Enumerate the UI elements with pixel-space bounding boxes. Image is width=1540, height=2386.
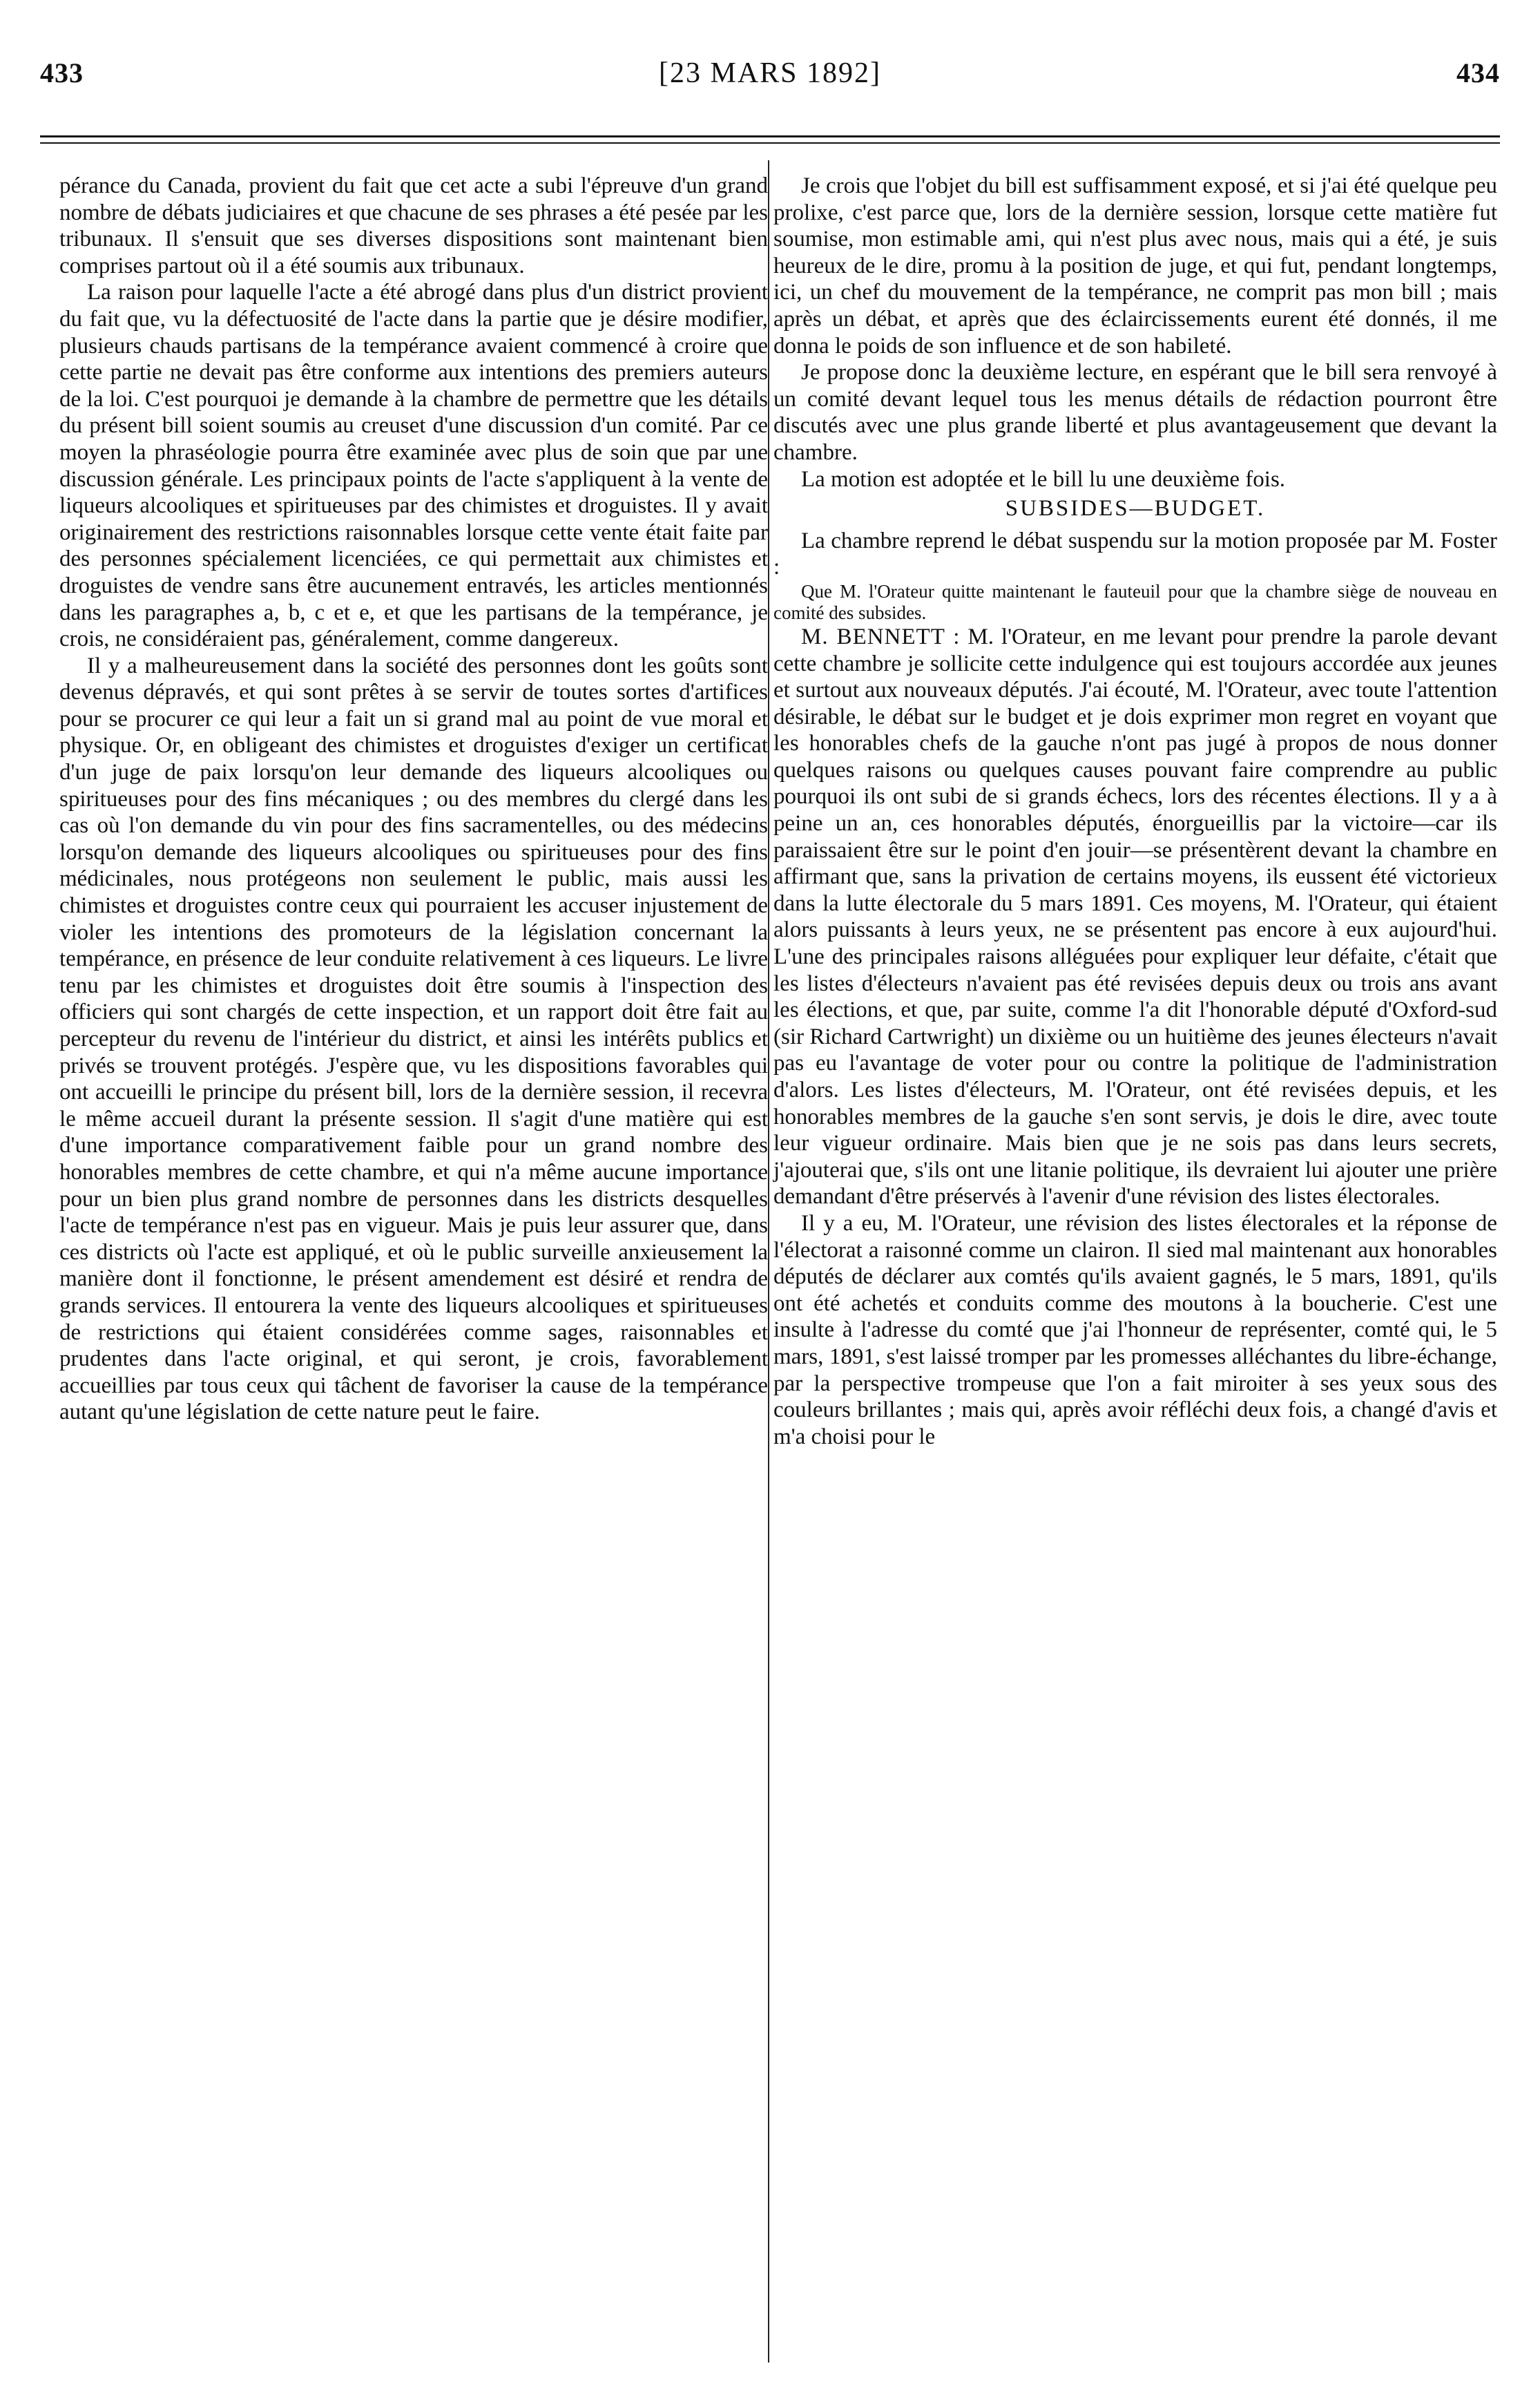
paragraph: La motion est adoptée et le bill lu une deuxième fois. <box>801 466 1286 492</box>
page-number-right: 434 <box>1456 57 1500 88</box>
header-date: [23 MARS 1892] <box>658 57 882 89</box>
page-header <box>40 57 1500 105</box>
header-rule-top <box>40 135 1500 137</box>
paragraph: La chambre reprend le débat suspendu sur la motion proposée par M. Foster : <box>773 528 1497 580</box>
header-rule-bottom <box>40 142 1500 144</box>
paragraph: Il y a malheureusement dans la société des personnes dont les goûts sont devenus dépravés, et qui sont prêtes à se servir de toutes sortes d'artifices pour se procurer ce qui leur a fait un si grand mal au point de vue moral et physique. Or, en obligeant des chimistes et droguistes d'exiger un certificat d'un juge de paix lorsqu'on leur demande des liqueurs alcooliques ou spiritueuses pour des fins mécaniques ; ou des membres du clergé dans les cas où l'on demande du vin pour des fins sacramentelles, ou des médecins lorsqu'on demande des liqueurs alcooliques ou spiritueuses pour des fins médicinales, nous protégeons non seulement le public, mais aussi les chimistes et droguistes contre ceux qui pourraient les accuser injustement de violer les intentions des promoteurs de la législation concernant la tempérance, en présence de leur conduite relativement à ces liqueurs. Le livre tenu par les chimistes et droguistes doit être soumis à l'inspection des officiers qui sont chargés de cette inspection, et un rapport doit être fait au percepteur du revenu de l'intérieur du district, et ainsi les intérêts publics et privés se trouvent protégés. J'espère que, vu les dispositions favorables qui ont accueilli le principe du présent bill, lors de la dernière session, il recevra le même accueil durant la présente session. Il s'agit d'une matière qui est d'une importance comparativement faible pour un grand nombre des honorables membres de cette chambre, et qui n'a même aucune importance pour un bien plus grand nombre de personnes dans les districts desquelles l'acte de tempérance n'est pas en vigueur. Mais je puis leur assurer que, dans ces districts où l'acte est appliqué, et où le public surveille anxieusement la manière dont il fonctionne, le présent amendement est désiré et rendra de grands services. Il entourera la vente des liqueurs alcooliques et spiritueuses de restrictions qui étaient considérées comme sages, raisonnables et prudentes dans l'acte original, et qui seront, je crois, favorablement accueillies par tous ceux qui tâchent de favoriser la cause de la tempérance autant qu'une législation de cette nature peut le faire. <box>59 653 768 1425</box>
column-divider <box>768 160 769 2363</box>
paragraph: Il y a eu, M. l'Orateur, une révision des listes électorales et la réponse de l'électorat a raisonné comme un clairon. Il sied mal maintenant aux honorables députés de déclarer aux comtés qu'ils avaient gagnés, le 5 mars, 1891, qu'ils ont été achetés et conduits comme des moutons à la boucherie. C'est une insulte à l'adresse du comté que j'ai l'honneur de représenter, comté qui, le 5 mars, 1891, s'est laissé tromper par les promesses alléchantes du libre-échange, par la perspective trompeuse que l'on a fait miroiter à ses yeux sous des couleurs brillantes ; mais qui, après avoir réfléchi deux fois, a changé d'avis et m'a choisi pour le <box>773 1210 1497 1449</box>
paragraph: La raison pour laquelle l'acte a été abrogé dans plus d'un district provient du fait que, vu la défectuosité de l'acte dans la partie que je désire modifier, plusieurs chauds partisans de la tempérance avaient commencé à croire que cette partie ne devait pas être conforme aux intentions des premiers auteurs de la loi. C'est pourquoi je demande à la chambre de permettre que les détails du présent bill soient soumis au creuset d'une discussion d'un comité. Par ce moyen la phraséologie pourra être examinée avec plus de soin que par une discussion générale. Les principaux points de l'acte s'appliquent à la vente de liqueurs alcooliques et spiritueuses par des chimistes et droguistes. Il y avait originairement des restrictions raisonnables lorsque cette vente était faite par des personnes spécialement licenciées, ce qui permettait aux chimistes et droguistes de vendre sans être aucunement entravés, les articles mentionnés dans les paragraphes a, b, c et e, et que les partisans de la tempérance, je crois, ne considéraient pas, généralement, comme dangereux. <box>59 280 768 652</box>
motion-note: Que M. l'Orateur quitte maintenant le fauteuil pour que la chambre siège de nouveau en comité des subsides. <box>773 580 1497 623</box>
page-number-left: 433 <box>40 57 84 88</box>
section-heading: SUBSIDES—BUDGET. <box>1005 496 1266 522</box>
speaker-name: M. BENNETT : <box>801 624 961 649</box>
paragraph: pérance du Canada, provient du fait que cet acte a subi l'épreuve d'un grand nombre de débats judiciaires et que chacune de ses phrases a été pesée par les tribunaux. Il s'ensuit que ses diverses dispositions sont maintenant bien comprises partout où il a été soumis aux tribunaux. <box>59 173 768 278</box>
paragraph: Je propose donc la deuxième lecture, en espérant que le bill sera renvoyé à un comité devant lequel tous les menus détails de rédaction pourront être discutés avec une plus grande liberté et plus avantageusement que devant la chambre. <box>773 360 1497 465</box>
left-column <box>59 173 768 1426</box>
right-column <box>773 173 1497 1450</box>
paragraph: Je crois que l'objet du bill est suffisamment exposé, et si j'ai été quelque peu prolixe, c'est parce que, lors de la dernière session, lorsque cette matière fut soumise, mon estimable ami, qui n'est plus avec nous, mais qui a été, je suis heureux de le dire, promu à la position de juge, et qui fut, pendant longtemps, ici, un chef du mouvement de la tempérance, ne comprit pas mon bill ; mais après un débat, et après que des éclaircissements eurent été donnés, il me donna le poids de son influence et de son habileté. <box>773 173 1497 359</box>
speech-text: M. l'Orateur, en me levant pour prendre la parole devant cette chambre je sollicite cette indulgence qui est toujours accordée aux jeunes et surtout aux nouveaux députés. J'ai écouté, M. l'Orateur, avec toute l'attention désirable, le débat sur le budget et je dois exprimer mon regret en voyant que les honorables chefs de la gauche n'ont pas jugé à propos de nous donner quelques raisons ou quelques causes pouvant faire comprendre au public pourquoi ils ont subi de si grands échecs, lors des récentes élections. Il y a à peine un an, ces honorables députés, énorgueillis par la victoire—car ils paraissaient être sur le point d'en jouir—se présentèrent devant la chambre en affirmant que, sans la privation de certains moyens, ils eussent été victorieux dans la lutte électorale du 5 mars 1891. Ces moyens, M. l'Orateur, qui étaient alors puissants à leurs yeux, ne se présentent pas encore à eux aujourd'hui. L'une des principales raisons alléguées pour expliquer leur défaite, c'était que les listes d'électeurs n'avaient pas été revisées depuis deux ou trois ans avant les élections, et que, par suite, comme l'a dit l'honorable député d'Oxford-sud (sir Richard Cartwright) un dixième ou un huitième des jeunes électeurs n'avait pas eu l'avantage de voter pour ou contre la politique de l'administration d'alors. Les listes d'électeurs, M. l'Orateur, ont été revisées depuis, et les honorables membres de la gauche s'en sont servis, je dois le dire, avec toute leur vigueur ordinaire. Mais bien que je ne sois pas dans leurs secrets, j'ajouterai que, s'ils ont une litanie politique, ils devraient lui ajouter une prière demandant d'être préservés à l'avenir d'une révision des listes électorales. <box>773 624 1497 1210</box>
speech-paragraph <box>773 624 1497 1210</box>
